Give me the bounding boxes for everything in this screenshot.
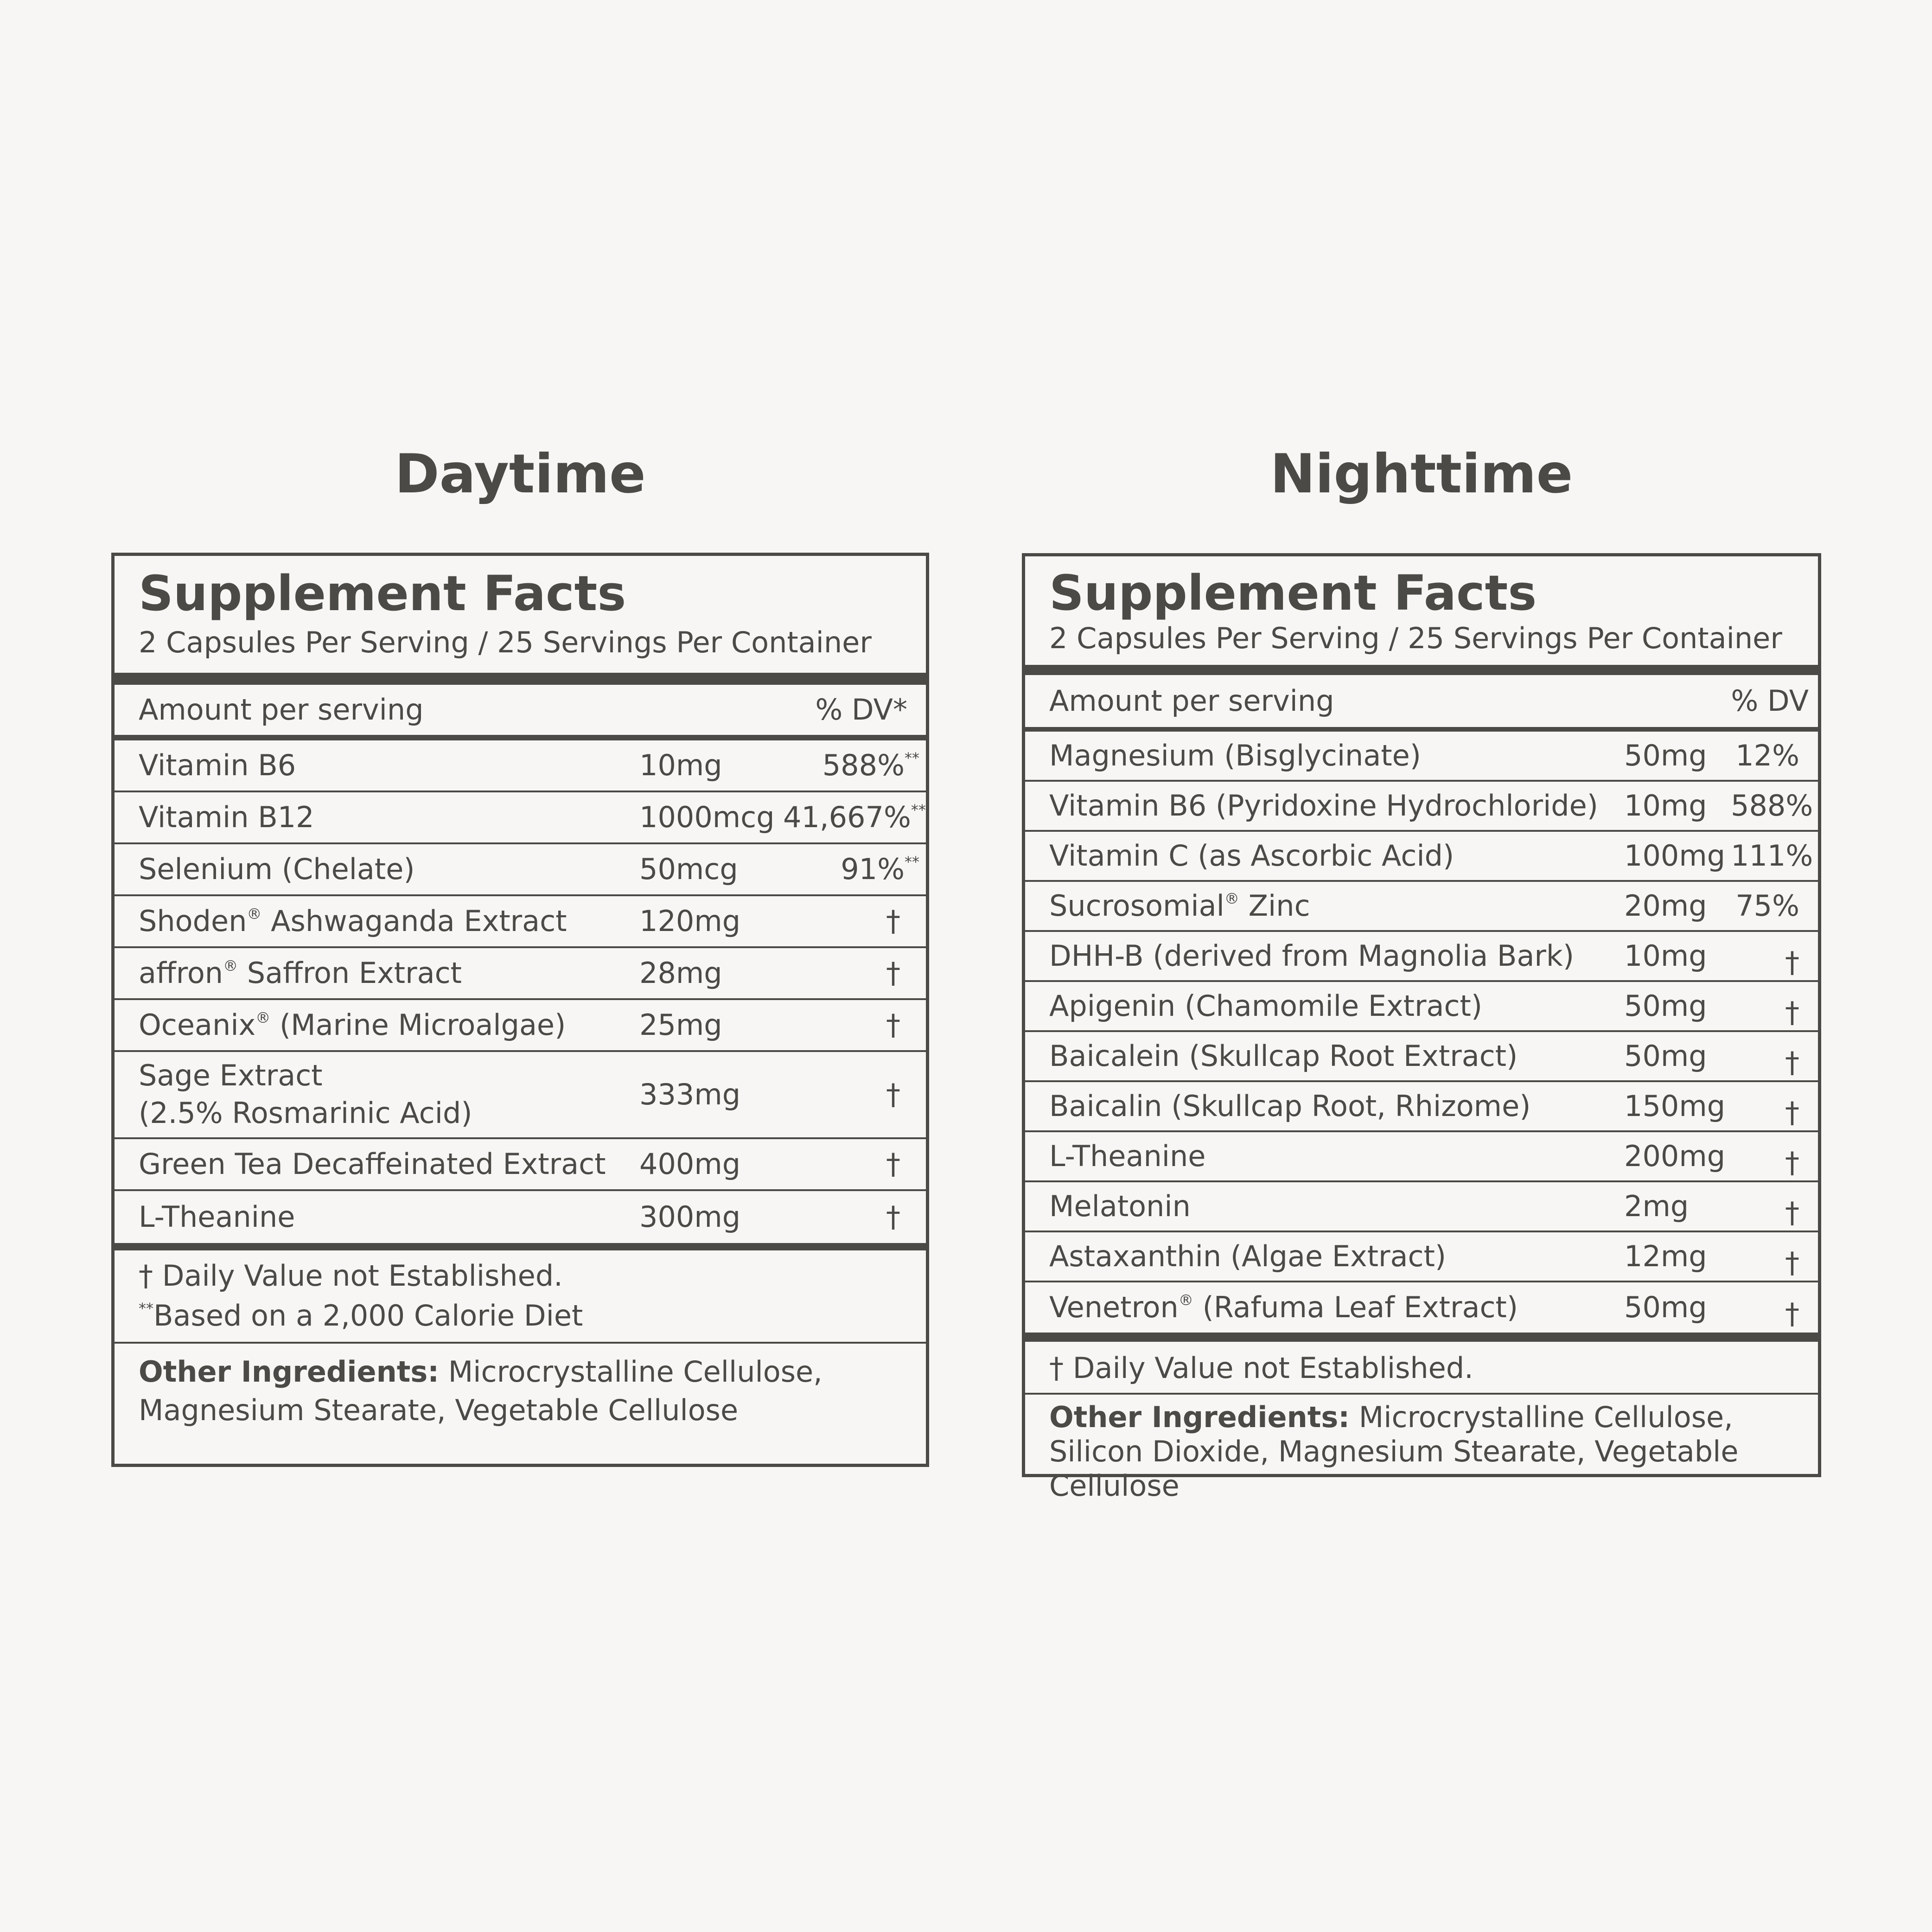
ingredient-amount: 10mg	[1624, 789, 1707, 823]
ingredient-dv: 91%**	[841, 852, 919, 886]
ingredient-dv: †	[886, 904, 900, 938]
ingredient-name: Selenium (Chelate)	[139, 852, 415, 886]
daytime-ingredient-row	[115, 740, 926, 792]
nighttime-thick-divider	[1025, 665, 1818, 675]
nighttime-amount-header: Amount per serving	[1049, 684, 1334, 718]
ingredient-name: Baicalin (Skullcap Root, Rhizome)	[1049, 1089, 1531, 1123]
daytime-title: Supplement Facts	[139, 565, 626, 622]
daytime-thick-divider	[115, 735, 926, 740]
ingredient-dv: †	[886, 1008, 900, 1042]
nighttime-footnotes	[1025, 1342, 1818, 1395]
daytime-footnotes	[115, 1250, 926, 1344]
ingredient-dv: †	[886, 1078, 900, 1112]
ingredient-dv: †	[886, 956, 900, 990]
ingredient-amount: 200mg	[1624, 1139, 1726, 1173]
daytime-heading: Daytime	[395, 443, 646, 505]
nighttime-ingredient-row	[1025, 932, 1818, 982]
ingredient-dv: 12%	[1735, 739, 1799, 773]
nighttime-dv-header: % DV	[1731, 684, 1809, 718]
other-ingredients-label: Other Ingredients:	[139, 1355, 440, 1389]
ingredient-name: Oceanix® (Marine Microalgae)	[139, 1008, 566, 1042]
daytime-thick-divider	[115, 1243, 926, 1250]
ingredient-name: Venetron® (Rafuma Leaf Extract)	[1049, 1290, 1518, 1325]
ingredient-dv: 75%	[1735, 889, 1799, 923]
ingredient-name: Shoden® Ashwaganda Extract	[139, 904, 567, 938]
other-ingredients-text: Microcrystalline Cellulose, Silicon Dioxide, Magnesium Stearate, Vegetable Cellulose	[1049, 1400, 1739, 1503]
nighttime-title: Supplement Facts	[1049, 565, 1537, 621]
ingredient-amount: 25mg	[639, 1008, 722, 1042]
ingredient-name: Melatonin	[1049, 1189, 1191, 1224]
ingredient-dv: 41,667%**	[783, 800, 926, 835]
ingredient-amount: 50mg	[1624, 1290, 1707, 1325]
nighttime-ingredient-row	[1025, 1182, 1818, 1232]
daytime-ingredient-row	[115, 844, 926, 896]
ingredient-dv: †	[1785, 1246, 1799, 1280]
ingredient-amount: 1000mcg	[639, 800, 775, 835]
daytime-thick-divider	[115, 673, 926, 685]
ingredient-name: Vitamin B6 (Pyridoxine Hydrochloride)	[1049, 789, 1598, 823]
daytime-ingredient-row	[115, 1139, 926, 1191]
daytime-header-row	[115, 685, 926, 735]
nighttime-thick-divider	[1025, 1333, 1818, 1342]
calorie-diet-footnote: **Based on a 2,000 Calorie Diet	[139, 1298, 583, 1333]
ingredient-amount: 10mg	[639, 748, 722, 783]
ingredient-dv: †	[1785, 1196, 1799, 1230]
ingredient-amount: 120mg	[639, 904, 741, 938]
nighttime-ingredient-row	[1025, 1282, 1818, 1333]
ingredient-amount: 150mg	[1624, 1089, 1726, 1123]
ingredient-amount: 20mg	[1624, 889, 1707, 923]
daytime-dv-header: % DV*	[815, 693, 907, 727]
daytime-supplement-facts-panel	[111, 553, 929, 1467]
ingredient-amount: 50mcg	[639, 852, 738, 886]
ingredient-name: L-Theanine	[139, 1200, 295, 1234]
other-ingredients-text: Microcrystalline Cellulose, Magnesium Stearate, Vegetable Cellulose	[139, 1355, 823, 1427]
nighttime-ingredient-row	[1025, 1082, 1818, 1132]
other-ingredients-label: Other Ingredients:	[1049, 1400, 1350, 1434]
nighttime-serving-info: 2 Capsules Per Serving / 25 Servings Per Container	[1049, 621, 1782, 655]
ingredient-dv: †	[1785, 1297, 1799, 1331]
daily-value-footnote: † Daily Value not Established.	[1049, 1351, 1473, 1385]
nighttime-header-row	[1025, 675, 1818, 727]
ingredient-dv: †	[886, 1147, 900, 1181]
ingredient-dv: †	[1785, 945, 1799, 980]
daily-value-footnote: † Daily Value not Established.	[139, 1258, 563, 1293]
ingredient-name: Sucrosomial® Zinc	[1049, 889, 1310, 923]
ingredient-amount: 2mg	[1624, 1189, 1689, 1224]
ingredient-amount: 50mg	[1624, 739, 1707, 773]
ingredient-amount: 10mg	[1624, 939, 1707, 973]
nighttime-ingredient-row	[1025, 782, 1818, 832]
daytime-amount-header: Amount per serving	[139, 693, 424, 727]
ingredient-amount: 50mg	[1624, 1039, 1707, 1073]
ingredient-name: Astaxanthin (Algae Extract)	[1049, 1239, 1447, 1274]
ingredient-amount: 300mg	[639, 1200, 741, 1234]
ingredient-dv: †	[886, 1200, 900, 1234]
ingredient-amount: 400mg	[639, 1147, 741, 1181]
ingredient-dv: †	[1785, 995, 1799, 1030]
daytime-ingredient-row	[115, 896, 926, 948]
daytime-serving-info: 2 Capsules Per Serving / 25 Servings Per Container	[139, 625, 872, 659]
ingredient-name: Vitamin B6	[139, 748, 296, 783]
nighttime-ingredient-row	[1025, 832, 1818, 882]
ingredient-name: Green Tea Decaffeinated Extract	[139, 1147, 606, 1181]
ingredient-name: L-Theanine	[1049, 1139, 1206, 1173]
nighttime-thick-divider	[1025, 727, 1818, 732]
daytime-ingredient-row	[115, 792, 926, 844]
nighttime-ingredient-row	[1025, 1132, 1818, 1182]
nighttime-other-ingredients	[1025, 1395, 1818, 1504]
ingredient-amount: 333mg	[639, 1078, 741, 1112]
nighttime-heading: Nighttime	[1270, 443, 1573, 505]
ingredient-name: Baicalein (Skullcap Root Extract)	[1049, 1039, 1518, 1073]
ingredient-dv: †	[1785, 1046, 1799, 1080]
ingredient-name: Apigenin (Chamomile Extract)	[1049, 989, 1483, 1023]
ingredient-amount: 50mg	[1624, 989, 1707, 1023]
nighttime-ingredient-row	[1025, 882, 1818, 932]
nighttime-ingredient-row	[1025, 982, 1818, 1032]
nighttime-ingredient-row	[1025, 1232, 1818, 1282]
ingredient-name: Magnesium (Bisglycinate)	[1049, 739, 1421, 773]
ingredient-name: Sage Extract (2.5% Rosmarinic Acid)	[139, 1058, 472, 1130]
ingredient-name: affron® Saffron Extract	[139, 956, 462, 990]
ingredient-dv: 588%	[1731, 789, 1813, 823]
ingredient-name: Vitamin B12	[139, 800, 314, 835]
nighttime-ingredient-row	[1025, 1032, 1818, 1082]
ingredient-amount: 100mg	[1624, 839, 1726, 873]
daytime-ingredient-row	[115, 1000, 926, 1052]
ingredient-dv: 588%**	[822, 748, 919, 783]
ingredient-amount: 28mg	[639, 956, 722, 990]
ingredient-dv: †	[1785, 1096, 1799, 1130]
ingredient-name: Vitamin C (as Ascorbic Acid)	[1049, 839, 1454, 873]
daytime-other-ingredients	[115, 1344, 926, 1429]
daytime-ingredient-row	[115, 948, 926, 1000]
ingredient-dv: 111%	[1731, 839, 1813, 873]
nighttime-ingredient-row	[1025, 732, 1818, 782]
nighttime-supplement-facts-panel	[1022, 553, 1821, 1503]
daytime-ingredient-row	[115, 1052, 926, 1139]
ingredient-name: DHH-B (derived from Magnolia Bark)	[1049, 939, 1575, 973]
daytime-ingredient-row	[115, 1191, 926, 1243]
ingredient-dv: †	[1785, 1146, 1799, 1180]
ingredient-amount: 12mg	[1624, 1239, 1707, 1274]
